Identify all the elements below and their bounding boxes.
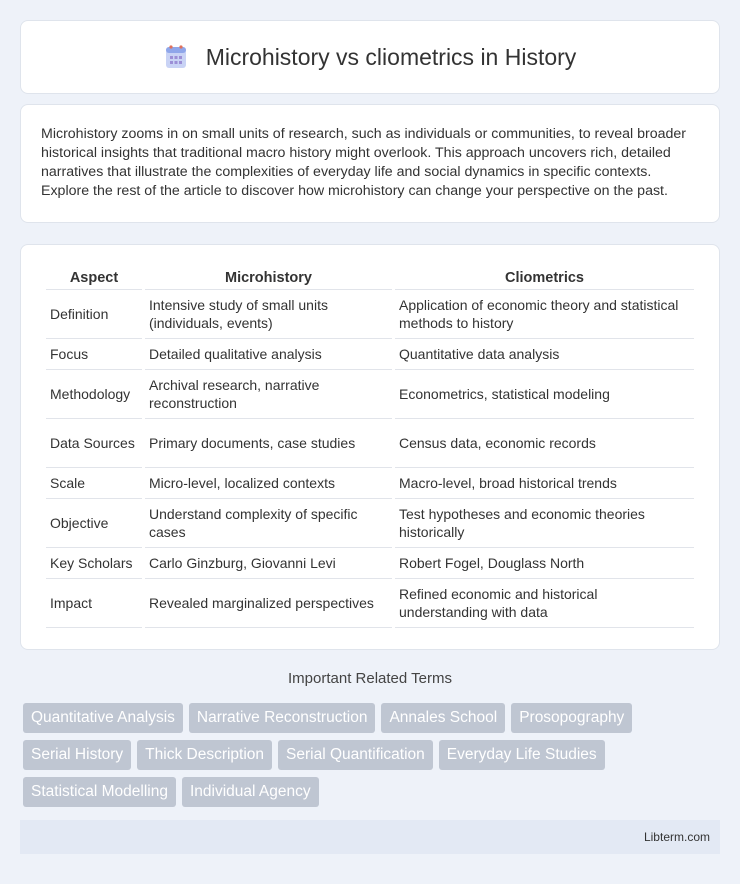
cell-aspect: Focus xyxy=(46,339,142,370)
cell-cliometrics: Quantitative data analysis xyxy=(395,339,694,370)
cell-microhistory: Understand complexity of specific cases xyxy=(145,499,392,548)
cell-microhistory: Carlo Ginzburg, Giovanni Levi xyxy=(145,548,392,579)
tag-list xyxy=(20,703,720,807)
tag-individual-agency[interactable]: Individual Agency xyxy=(182,777,319,807)
intro-card xyxy=(20,104,720,223)
related-terms-title: Important Related Terms xyxy=(288,670,452,687)
cell-microhistory: Intensive study of small units (individuals, events) xyxy=(145,290,392,339)
cell-aspect: Scale xyxy=(46,468,142,499)
tag-quantitative-analysis[interactable]: Quantitative Analysis xyxy=(23,703,183,733)
tag-prosopography[interactable]: Prosopography xyxy=(511,703,632,733)
cell-aspect: Key Scholars xyxy=(46,548,142,579)
cell-cliometrics: Refined economic and historical understanding with data xyxy=(395,579,694,628)
table-card xyxy=(20,244,720,650)
cell-aspect: Impact xyxy=(46,579,142,628)
header-microhistory: Microhistory xyxy=(145,267,392,290)
cell-cliometrics: Test hypotheses and economic theories historically xyxy=(395,499,694,548)
cell-aspect: Methodology xyxy=(46,370,142,419)
cell-cliometrics: Robert Fogel, Douglass North xyxy=(395,548,694,579)
comparison-table xyxy=(43,267,697,628)
cell-microhistory: Revealed marginalized perspectives xyxy=(145,579,392,628)
table-row xyxy=(46,579,694,628)
tag-serial-quantification[interactable]: Serial Quantification xyxy=(278,740,433,770)
document-icon xyxy=(164,44,188,70)
header-cliometrics: Cliometrics xyxy=(395,267,694,290)
tag-thick-description[interactable]: Thick Description xyxy=(137,740,272,770)
table-row xyxy=(46,548,694,579)
cell-cliometrics: Econometrics, statistical modeling xyxy=(395,370,694,419)
table-row xyxy=(46,290,694,339)
table-row xyxy=(46,419,694,468)
table-row xyxy=(46,370,694,419)
table-row xyxy=(46,468,694,499)
cell-aspect: Data Sources xyxy=(46,419,142,468)
tag-statistical-modelling[interactable]: Statistical Modelling xyxy=(23,777,176,807)
tag-narrative-reconstruction[interactable]: Narrative Reconstruction xyxy=(189,703,376,733)
header-aspect: Aspect xyxy=(46,267,142,290)
table-row xyxy=(46,499,694,548)
table-header-row xyxy=(46,267,694,290)
page-title: Microhistory vs cliometrics in History xyxy=(205,43,577,70)
tag-annales-school[interactable]: Annales School xyxy=(381,703,505,733)
cell-microhistory: Micro-level, localized contexts xyxy=(145,468,392,499)
cell-microhistory: Detailed qualitative analysis xyxy=(145,339,392,370)
cell-cliometrics: Application of economic theory and statistical methods to history xyxy=(395,290,694,339)
title-wrap xyxy=(164,44,577,71)
header-card xyxy=(20,20,720,94)
tag-everyday-life-studies[interactable]: Everyday Life Studies xyxy=(439,740,605,770)
footer-brand-link[interactable]: Libterm.com xyxy=(643,830,710,844)
related-terms-section xyxy=(20,670,720,807)
cell-cliometrics: Census data, economic records xyxy=(395,419,694,468)
cell-aspect: Objective xyxy=(46,499,142,548)
cell-microhistory: Primary documents, case studies xyxy=(145,419,392,468)
tag-serial-history[interactable]: Serial History xyxy=(23,740,131,770)
table-row xyxy=(46,339,694,370)
cell-aspect: Definition xyxy=(46,290,142,339)
intro-text: Microhistory zooms in on small units of research, such as individuals or communities, to reveal broader historical insights that traditional macro history might overlook. This approach uncovers rich, detailed narratives that illustrate the complexities of everyday life and social dynamics in specific contexts. Explore the rest of the article to discover how microhistory can change your perspective on the past. xyxy=(41,126,687,199)
footer xyxy=(20,820,720,854)
cell-microhistory: Archival research, narrative reconstruction xyxy=(145,370,392,419)
cell-cliometrics: Macro-level, broad historical trends xyxy=(395,468,694,499)
